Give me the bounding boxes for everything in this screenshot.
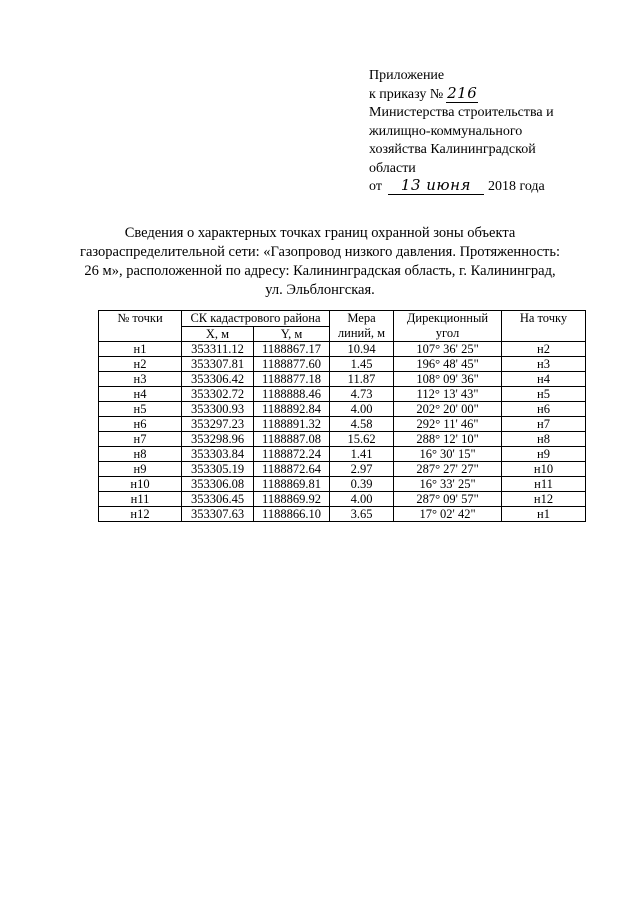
- cell-y: 1188877.18: [254, 372, 330, 387]
- cell-length: 2.97: [330, 462, 394, 477]
- cell-to: н4: [502, 372, 586, 387]
- cell-to: н12: [502, 492, 586, 507]
- order-number-field: [446, 83, 478, 103]
- cell-to: н3: [502, 357, 586, 372]
- cell-point: н3: [99, 372, 182, 387]
- table-row: [99, 372, 586, 387]
- cell-angle: 288° 12' 10": [394, 432, 502, 447]
- date-suffix: 2018 года: [487, 179, 545, 194]
- cell-y: 1188888.46: [254, 387, 330, 402]
- table-row: [99, 507, 586, 522]
- table-row: [99, 432, 586, 447]
- cell-angle: 292° 11' 46": [394, 417, 502, 432]
- cell-to: н8: [502, 432, 586, 447]
- cell-point: н9: [99, 462, 182, 477]
- cell-x: 353303.84: [182, 447, 254, 462]
- cell-x: 353306.08: [182, 477, 254, 492]
- cell-point: н11: [99, 492, 182, 507]
- table-row: [99, 357, 586, 372]
- document-heading: [80, 224, 560, 300]
- heading-line-3: 26 м», расположенной по адресу: Калининградская область, г. Калининград,: [84, 263, 556, 279]
- header-measure-line-1: Мера: [347, 311, 376, 325]
- header-measure: [330, 311, 394, 342]
- heading-line-4: ул. Эльблонгская.: [265, 282, 375, 298]
- cell-length: 0.39: [330, 477, 394, 492]
- cell-y: 1188872.64: [254, 462, 330, 477]
- cell-length: 4.73: [330, 387, 394, 402]
- header-to-point: На точку: [502, 311, 586, 342]
- cell-x: 353297.23: [182, 417, 254, 432]
- date-handwritten: 13 июня: [400, 176, 471, 194]
- table-row: [99, 342, 586, 357]
- cell-to: н1: [502, 507, 586, 522]
- table-row: [99, 417, 586, 432]
- cell-y: 1188892.84: [254, 402, 330, 417]
- cell-to: н10: [502, 462, 586, 477]
- cell-length: 4.58: [330, 417, 394, 432]
- table-body: [99, 311, 586, 522]
- heading-line-1: Сведения о характерных точках границ охранной зоны объекта: [124, 225, 516, 241]
- cell-length: 1.41: [330, 447, 394, 462]
- cell-length: 1.45: [330, 357, 394, 372]
- cell-x: 353311.12: [182, 342, 254, 357]
- table-row: [99, 447, 586, 462]
- cell-length: 4.00: [330, 402, 394, 417]
- order-prefix: к приказу №: [369, 86, 444, 102]
- order-line: [369, 83, 619, 105]
- cell-angle: 287° 27' 27": [394, 462, 502, 477]
- cell-x: 353298.96: [182, 432, 254, 447]
- cell-x: 353307.63: [182, 507, 254, 522]
- boundary-points-table: [98, 310, 586, 522]
- header-measure-line-2: линий, м: [337, 326, 386, 340]
- table-header-row: [99, 311, 586, 327]
- appendix-block: [369, 67, 619, 197]
- cell-length: 11.87: [330, 372, 394, 387]
- cell-point: н8: [99, 447, 182, 462]
- header-direction: [394, 311, 502, 342]
- cell-angle: 112° 13' 43": [394, 387, 502, 402]
- cell-x: 353302.72: [182, 387, 254, 402]
- cell-point: н10: [99, 477, 182, 492]
- cell-point: н6: [99, 417, 182, 432]
- cell-x: 353305.19: [182, 462, 254, 477]
- cell-point: н5: [99, 402, 182, 417]
- cell-to: н11: [502, 477, 586, 492]
- cell-to: н5: [502, 387, 586, 402]
- cell-length: 15.62: [330, 432, 394, 447]
- cell-length: 3.65: [330, 507, 394, 522]
- date-field: [388, 178, 484, 195]
- cell-angle: 196° 48' 45": [394, 357, 502, 372]
- header-point: № точки: [99, 311, 182, 342]
- table-row: [99, 462, 586, 477]
- appendix-title: Приложение: [369, 68, 445, 83]
- cell-x: 353300.93: [182, 402, 254, 417]
- date-line: [369, 178, 619, 197]
- table-row: [99, 477, 586, 492]
- cell-angle: 107° 36' 25": [394, 342, 502, 357]
- cell-to: н6: [502, 402, 586, 417]
- cell-x: 353307.81: [182, 357, 254, 372]
- header-direction-line-1: Дирекционный: [406, 311, 489, 325]
- cell-x: 353306.45: [182, 492, 254, 507]
- order-number-handwritten: 216: [447, 83, 478, 102]
- header-x: X, м: [182, 327, 254, 342]
- cell-y: 1188877.60: [254, 357, 330, 372]
- table-row: [99, 402, 586, 417]
- ministry-line-4: области: [369, 160, 416, 176]
- cell-angle: 16° 33' 25": [394, 477, 502, 492]
- cell-length: 4.00: [330, 492, 394, 507]
- ministry-line-2: жилищно-коммунального: [369, 123, 523, 139]
- cell-x: 353306.42: [182, 372, 254, 387]
- cell-to: н9: [502, 447, 586, 462]
- cell-point: н7: [99, 432, 182, 447]
- cell-angle: 287° 09' 57": [394, 492, 502, 507]
- date-prefix: от: [369, 179, 382, 194]
- cell-y: 1188867.17: [254, 342, 330, 357]
- header-ck: СК кадастрового района: [182, 311, 330, 327]
- cell-y: 1188891.32: [254, 417, 330, 432]
- cell-y: 1188869.81: [254, 477, 330, 492]
- cell-point: н2: [99, 357, 182, 372]
- cell-length: 10.94: [330, 342, 394, 357]
- table-row: [99, 387, 586, 402]
- ministry-line-1: Министерства строительства и: [369, 105, 554, 120]
- table-row: [99, 492, 586, 507]
- cell-angle: 108° 09' 36": [394, 372, 502, 387]
- cell-y: 1188872.24: [254, 447, 330, 462]
- cell-y: 1188869.92: [254, 492, 330, 507]
- cell-angle: 202° 20' 00": [394, 402, 502, 417]
- cell-y: 1188866.10: [254, 507, 330, 522]
- heading-line-2: газораспределительной сети: «Газопровод низкого давления. Протяженность:: [80, 244, 560, 260]
- header-y: Y, м: [254, 327, 330, 342]
- cell-angle: 16° 30' 15": [394, 447, 502, 462]
- header-direction-line-2: угол: [435, 326, 460, 340]
- cell-point: н4: [99, 387, 182, 402]
- cell-to: н2: [502, 342, 586, 357]
- cell-angle: 17° 02' 42": [394, 507, 502, 522]
- cell-y: 1188887.08: [254, 432, 330, 447]
- cell-point: н12: [99, 507, 182, 522]
- cell-point: н1: [99, 342, 182, 357]
- ministry-line-3: хозяйства Калининградской: [369, 142, 536, 157]
- cell-to: н7: [502, 417, 586, 432]
